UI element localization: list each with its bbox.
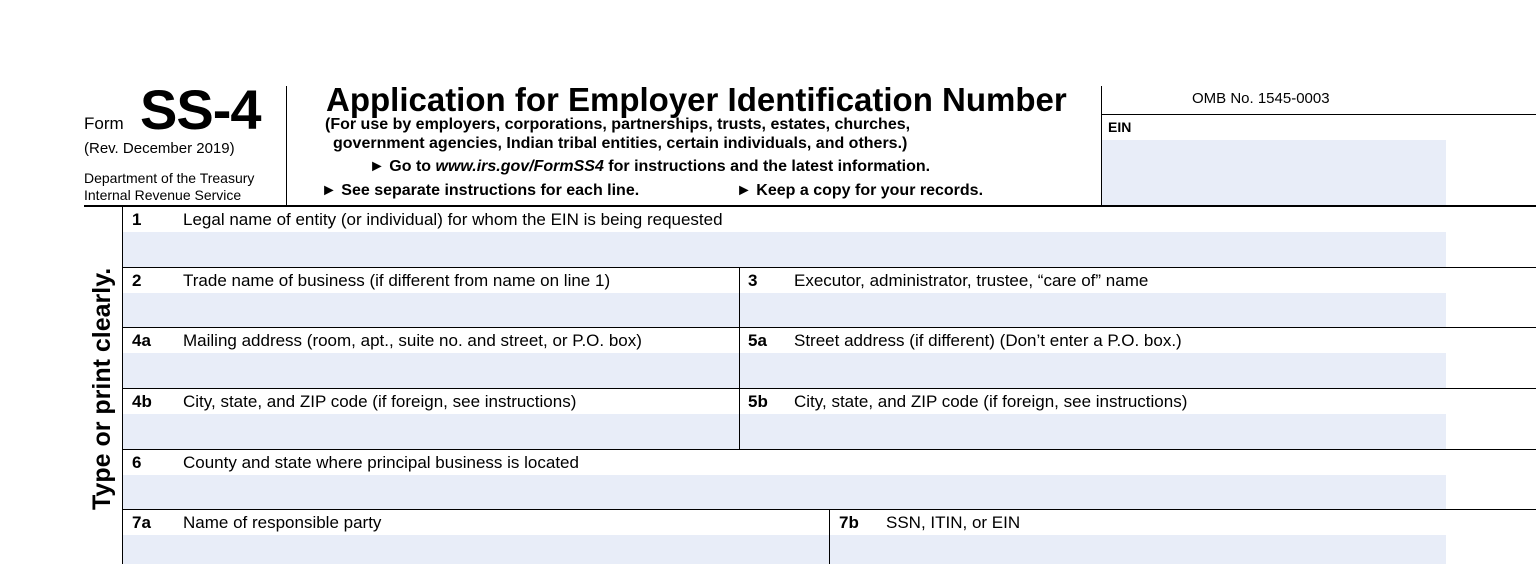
see-instructions-note: ► See separate instructions for each line. [321, 182, 640, 199]
ein-label: EIN [1108, 119, 1132, 135]
header-bottom-rule [84, 205, 1536, 207]
line-5b-label: City, state, and ZIP code (if foreign, see instructions) [794, 392, 1188, 411]
line-5a-label: Street address (if different) (Don’t enter a P.O. box.) [794, 331, 1182, 350]
mailing-city-state-zip-field[interactable] [123, 414, 739, 449]
rule-after-line-4a [122, 388, 1536, 389]
omb-number: OMB No. 1545-0003 [1192, 90, 1330, 107]
form-word: Form [84, 114, 124, 133]
line-4b-label: City, state, and ZIP code (if foreign, see instructions) [183, 392, 577, 411]
rule-after-line-1 [122, 267, 1536, 268]
revision-date: (Rev. December 2019) [84, 140, 235, 157]
line-7b-label: SSN, ITIN, or EIN [886, 513, 1021, 532]
line-7a-number: 7a [132, 513, 151, 532]
goto-prefix: ► Go to [369, 158, 436, 175]
line-5a-number: 5a [748, 331, 767, 350]
line-1-number: 1 [132, 210, 142, 229]
form-number: SS-4 [140, 78, 261, 141]
county-state-field[interactable] [123, 475, 1446, 509]
subtitle-line-1: (For use by employers, corporations, partnerships, trusts, estates, churches, [325, 116, 911, 133]
line-4b-number: 4b [132, 392, 152, 411]
mailing-address-field[interactable] [123, 353, 739, 388]
instructions-link-line [369, 157, 930, 177]
header-divider-left [286, 86, 287, 206]
responsible-party-field[interactable] [123, 535, 829, 564]
street-address-field[interactable] [740, 353, 1446, 388]
line-3-number: 3 [748, 271, 758, 290]
line-5b-number: 5b [748, 392, 768, 411]
line-2-number: 2 [132, 271, 142, 290]
rule-after-line-4b [122, 449, 1536, 450]
line-4a-label: Mailing address (room, apt., suite no. and street, or P.O. box) [183, 331, 642, 350]
side-label: Type or print clearly. [88, 267, 116, 510]
goto-suffix: for instructions and the latest information. [603, 158, 931, 175]
instructions-url[interactable]: www.irs.gov/FormSS4 [435, 158, 604, 175]
line-3-label: Executor, administrator, trustee, “care of” name [794, 271, 1149, 290]
line-7a-label: Name of responsible party [183, 513, 382, 532]
line-7b-number: 7b [839, 513, 859, 532]
keep-copy-note: ► Keep a copy for your records. [736, 182, 984, 199]
care-of-name-field[interactable] [740, 293, 1446, 327]
line-6-label: County and state where principal business is located [183, 453, 579, 472]
subtitle-line-2: government agencies, Indian tribal entities, certain individuals, and others.) [333, 135, 908, 152]
line-1-label: Legal name of entity (or individual) for whom the EIN is being requested [183, 210, 723, 229]
ein-field[interactable] [1102, 140, 1446, 205]
omb-divider [1101, 114, 1536, 115]
trade-name-field[interactable] [123, 293, 739, 327]
form-title: Application for Employer Identification Number [326, 81, 1067, 118]
line-4a-number: 4a [132, 331, 151, 350]
legal-name-field[interactable] [123, 232, 1446, 267]
department-line: Department of the Treasury [84, 170, 255, 186]
line-2-label: Trade name of business (if different from name on line 1) [183, 271, 611, 290]
ssn-itin-ein-field[interactable] [830, 535, 1446, 564]
line-6-number: 6 [132, 453, 142, 472]
street-city-state-zip-field[interactable] [740, 414, 1446, 449]
agency-line: Internal Revenue Service [84, 187, 242, 203]
rule-after-line-2 [122, 327, 1536, 328]
